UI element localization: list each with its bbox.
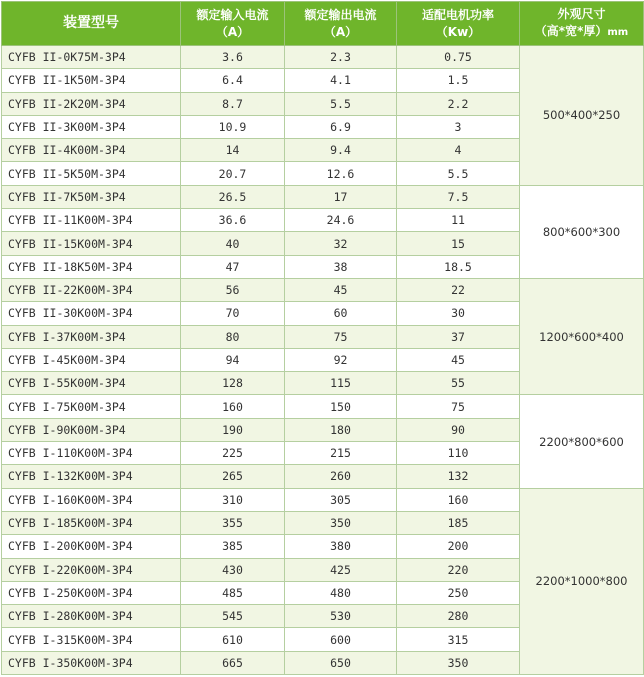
motor-power-cell: 185 bbox=[397, 511, 520, 534]
input-current-cell: 40 bbox=[181, 232, 285, 255]
output-current-cell: 92 bbox=[285, 348, 397, 371]
header-input-current: 额定输入电流 （A） bbox=[181, 2, 285, 46]
input-current-cell: 355 bbox=[181, 511, 285, 534]
model-cell: CYFB II-4K00M-3P4 bbox=[2, 139, 181, 162]
model-cell: CYFB I-55K00M-3P4 bbox=[2, 372, 181, 395]
model-cell: CYFB I-75K00M-3P4 bbox=[2, 395, 181, 418]
table-row bbox=[2, 185, 644, 208]
motor-power-cell: 18.5 bbox=[397, 255, 520, 278]
output-current-cell: 75 bbox=[285, 325, 397, 348]
header-output-current: 额定输出电流 （A） bbox=[285, 2, 397, 46]
output-current-cell: 215 bbox=[285, 442, 397, 465]
output-current-cell: 350 bbox=[285, 511, 397, 534]
motor-power-cell: 132 bbox=[397, 465, 520, 488]
input-current-cell: 6.4 bbox=[181, 69, 285, 92]
model-cell: CYFB II-1K50M-3P4 bbox=[2, 69, 181, 92]
model-cell: CYFB II-3K00M-3P4 bbox=[2, 115, 181, 138]
motor-power-cell: 15 bbox=[397, 232, 520, 255]
motor-power-cell: 7.5 bbox=[397, 185, 520, 208]
input-current-cell: 160 bbox=[181, 395, 285, 418]
output-current-cell: 305 bbox=[285, 488, 397, 511]
model-cell: CYFB I-185K00M-3P4 bbox=[2, 511, 181, 534]
motor-power-cell: 45 bbox=[397, 348, 520, 371]
motor-power-cell: 11 bbox=[397, 209, 520, 232]
input-current-cell: 430 bbox=[181, 558, 285, 581]
output-current-cell: 17 bbox=[285, 185, 397, 208]
model-cell: CYFB I-280K00M-3P4 bbox=[2, 605, 181, 628]
model-cell: CYFB I-90K00M-3P4 bbox=[2, 418, 181, 441]
input-current-cell: 26.5 bbox=[181, 185, 285, 208]
model-cell: CYFB I-110K00M-3P4 bbox=[2, 442, 181, 465]
input-current-cell: 128 bbox=[181, 372, 285, 395]
header-dimensions: 外观尺寸 （高*宽*厚）mm bbox=[520, 2, 644, 46]
spec-table bbox=[1, 1, 644, 675]
table-body bbox=[2, 46, 644, 675]
input-current-cell: 80 bbox=[181, 325, 285, 348]
header-model: 装置型号 bbox=[2, 2, 181, 46]
input-current-cell: 47 bbox=[181, 255, 285, 278]
model-cell: CYFB I-350K00M-3P4 bbox=[2, 651, 181, 674]
output-current-cell: 2.3 bbox=[285, 46, 397, 69]
motor-power-cell: 5.5 bbox=[397, 162, 520, 185]
motor-power-cell: 315 bbox=[397, 628, 520, 651]
table-row bbox=[2, 46, 644, 69]
motor-power-cell: 160 bbox=[397, 488, 520, 511]
output-current-cell: 38 bbox=[285, 255, 397, 278]
table-row bbox=[2, 488, 644, 511]
output-current-cell: 9.4 bbox=[285, 139, 397, 162]
motor-power-cell: 220 bbox=[397, 558, 520, 581]
output-current-cell: 260 bbox=[285, 465, 397, 488]
dimensions-cell: 2200*800*600 bbox=[520, 395, 644, 488]
motor-power-cell: 1.5 bbox=[397, 69, 520, 92]
input-current-cell: 385 bbox=[181, 535, 285, 558]
motor-power-cell: 37 bbox=[397, 325, 520, 348]
input-current-cell: 545 bbox=[181, 605, 285, 628]
model-cell: CYFB II-15K00M-3P4 bbox=[2, 232, 181, 255]
input-current-cell: 94 bbox=[181, 348, 285, 371]
model-cell: CYFB I-132K00M-3P4 bbox=[2, 465, 181, 488]
input-current-cell: 265 bbox=[181, 465, 285, 488]
motor-power-cell: 250 bbox=[397, 581, 520, 604]
dimensions-cell: 800*600*300 bbox=[520, 185, 644, 278]
motor-power-cell: 55 bbox=[397, 372, 520, 395]
model-cell: CYFB II-22K00M-3P4 bbox=[2, 278, 181, 301]
output-current-cell: 180 bbox=[285, 418, 397, 441]
model-cell: CYFB II-30K00M-3P4 bbox=[2, 302, 181, 325]
output-current-cell: 115 bbox=[285, 372, 397, 395]
table-row bbox=[2, 395, 644, 418]
motor-power-cell: 90 bbox=[397, 418, 520, 441]
model-cell: CYFB II-11K00M-3P4 bbox=[2, 209, 181, 232]
input-current-cell: 70 bbox=[181, 302, 285, 325]
input-current-cell: 8.7 bbox=[181, 92, 285, 115]
input-current-cell: 485 bbox=[181, 581, 285, 604]
motor-power-cell: 75 bbox=[397, 395, 520, 418]
input-current-cell: 665 bbox=[181, 651, 285, 674]
input-current-cell: 20.7 bbox=[181, 162, 285, 185]
output-current-cell: 600 bbox=[285, 628, 397, 651]
input-current-cell: 14 bbox=[181, 139, 285, 162]
output-current-cell: 4.1 bbox=[285, 69, 397, 92]
output-current-cell: 45 bbox=[285, 278, 397, 301]
motor-power-cell: 3 bbox=[397, 115, 520, 138]
output-current-cell: 650 bbox=[285, 651, 397, 674]
dimensions-cell: 1200*600*400 bbox=[520, 278, 644, 394]
model-cell: CYFB II-5K50M-3P4 bbox=[2, 162, 181, 185]
model-cell: CYFB II-18K50M-3P4 bbox=[2, 255, 181, 278]
input-current-cell: 10.9 bbox=[181, 115, 285, 138]
output-current-cell: 6.9 bbox=[285, 115, 397, 138]
output-current-cell: 60 bbox=[285, 302, 397, 325]
model-cell: CYFB I-45K00M-3P4 bbox=[2, 348, 181, 371]
header-row bbox=[2, 2, 644, 46]
table-row bbox=[2, 278, 644, 301]
output-current-cell: 150 bbox=[285, 395, 397, 418]
model-cell: CYFB I-200K00M-3P4 bbox=[2, 535, 181, 558]
motor-power-cell: 350 bbox=[397, 651, 520, 674]
motor-power-cell: 30 bbox=[397, 302, 520, 325]
input-current-cell: 310 bbox=[181, 488, 285, 511]
output-current-cell: 425 bbox=[285, 558, 397, 581]
motor-power-cell: 280 bbox=[397, 605, 520, 628]
input-current-cell: 190 bbox=[181, 418, 285, 441]
model-cell: CYFB II-2K20M-3P4 bbox=[2, 92, 181, 115]
input-current-cell: 610 bbox=[181, 628, 285, 651]
model-cell: CYFB I-250K00M-3P4 bbox=[2, 581, 181, 604]
dimensions-cell: 2200*1000*800 bbox=[520, 488, 644, 674]
motor-power-cell: 110 bbox=[397, 442, 520, 465]
output-current-cell: 5.5 bbox=[285, 92, 397, 115]
output-current-cell: 32 bbox=[285, 232, 397, 255]
output-current-cell: 480 bbox=[285, 581, 397, 604]
input-current-cell: 225 bbox=[181, 442, 285, 465]
motor-power-cell: 22 bbox=[397, 278, 520, 301]
header-motor-power: 适配电机功率 （Kw） bbox=[397, 2, 520, 46]
output-current-cell: 380 bbox=[285, 535, 397, 558]
input-current-cell: 3.6 bbox=[181, 46, 285, 69]
model-cell: CYFB II-0K75M-3P4 bbox=[2, 46, 181, 69]
dimensions-cell: 500*400*250 bbox=[520, 46, 644, 186]
output-current-cell: 12.6 bbox=[285, 162, 397, 185]
motor-power-cell: 0.75 bbox=[397, 46, 520, 69]
input-current-cell: 36.6 bbox=[181, 209, 285, 232]
motor-power-cell: 4 bbox=[397, 139, 520, 162]
motor-power-cell: 2.2 bbox=[397, 92, 520, 115]
model-cell: CYFB I-315K00M-3P4 bbox=[2, 628, 181, 651]
output-current-cell: 24.6 bbox=[285, 209, 397, 232]
motor-power-cell: 200 bbox=[397, 535, 520, 558]
model-cell: CYFB I-160K00M-3P4 bbox=[2, 488, 181, 511]
model-cell: CYFB II-7K50M-3P4 bbox=[2, 185, 181, 208]
input-current-cell: 56 bbox=[181, 278, 285, 301]
output-current-cell: 530 bbox=[285, 605, 397, 628]
model-cell: CYFB I-220K00M-3P4 bbox=[2, 558, 181, 581]
model-cell: CYFB I-37K00M-3P4 bbox=[2, 325, 181, 348]
